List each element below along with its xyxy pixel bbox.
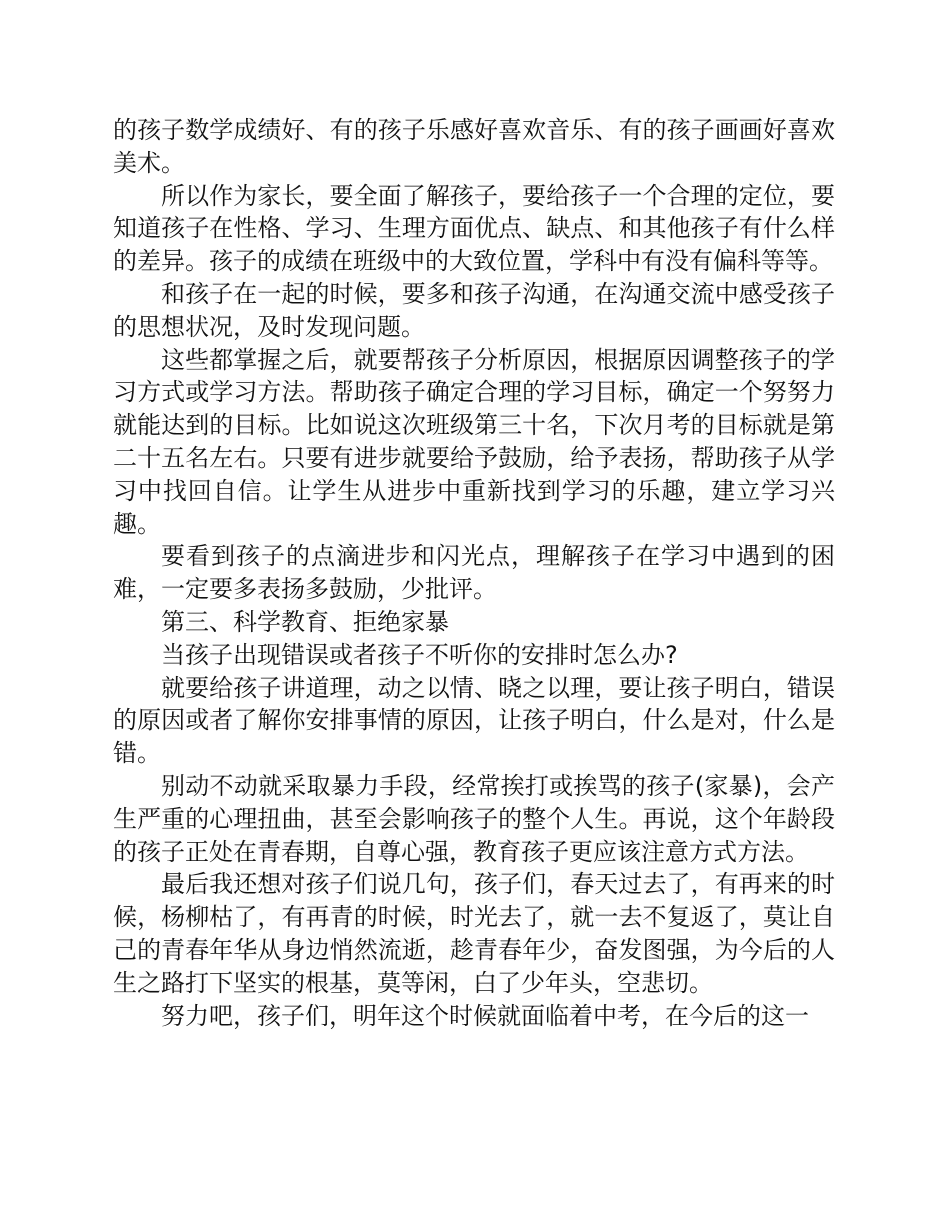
paragraph-11: 努力吧，孩子们，明年这个时候就面临着中考，在今后的这一 xyxy=(161,1001,809,1030)
paragraph-question: 当孩子出现错误或者孩子不听你的安排时怎么办? xyxy=(161,640,678,669)
section-heading: 第三、科学教育、拒绝家暴 xyxy=(161,607,449,636)
paragraph-3: 和孩子在一起的时候，要多和孩子沟通，在沟通交流中感受孩子的思想状况，及时发现问题。 xyxy=(113,279,835,341)
paragraph-4: 这些都掌握之后，就要帮孩子分析原因，根据原因调整孩子的学习方式或学习方法。帮助孩子确定合理的学习目标，确定一个努努力就能达到的目标。比如说这次班级第三十名，下次月考的目标就是第二十五名左右。只要有进步就要给予鼓励，给予表扬，帮助孩子从学习中找回自信。让学生从进步中重新找到学习的乐趣，建立学习兴趣。 xyxy=(113,345,835,538)
document-page xyxy=(113,114,835,1032)
paragraph-10: 最后我还想对孩子们说几句，孩子们，春天过去了，有再来的时候，杨柳枯了，有再青的时候，时光去了，就一去不复返了，莫让自己的青春年华从身边悄然流逝，趁青春年少，奋发图强，为今后的人生之路打下坚实的根基，莫等闲，白了少年头，空悲切。 xyxy=(113,870,835,997)
paragraph-1: 的孩子数学成绩好、有的孩子乐感好喜欢音乐、有的孩子画画好喜欢美术。 xyxy=(113,116,835,177)
paragraph-8: 就要给孩子讲道理，动之以情、晓之以理，要让孩子明白，错误的原因或者了解你安排事情的原因，让孩子明白，什么是对，什么是错。 xyxy=(113,673,835,768)
paragraph-2: 所以作为家长，要全面了解孩子，要给孩子一个合理的定位，要知道孩子在性格、学习、生理方面优点、缺点、和其他孩子有什么样的差异。孩子的成绩在班级中的大致位置，学科中有没有偏科等等。 xyxy=(113,181,835,276)
paragraph-9: 别动不动就采取暴力手段，经常挨打或挨骂的孩子(家暴)，会产生严重的心理扭曲，甚至会影响孩子的整个人生。再说，这个年龄段的孩子正处在青春期，自尊心强，教育孩子更应该注意方式方法。 xyxy=(113,771,835,866)
paragraph-5: 要看到孩子的点滴进步和闪光点，理解孩子在学习中遇到的困难，一定要多表扬多鼓励，少批评。 xyxy=(113,542,835,604)
